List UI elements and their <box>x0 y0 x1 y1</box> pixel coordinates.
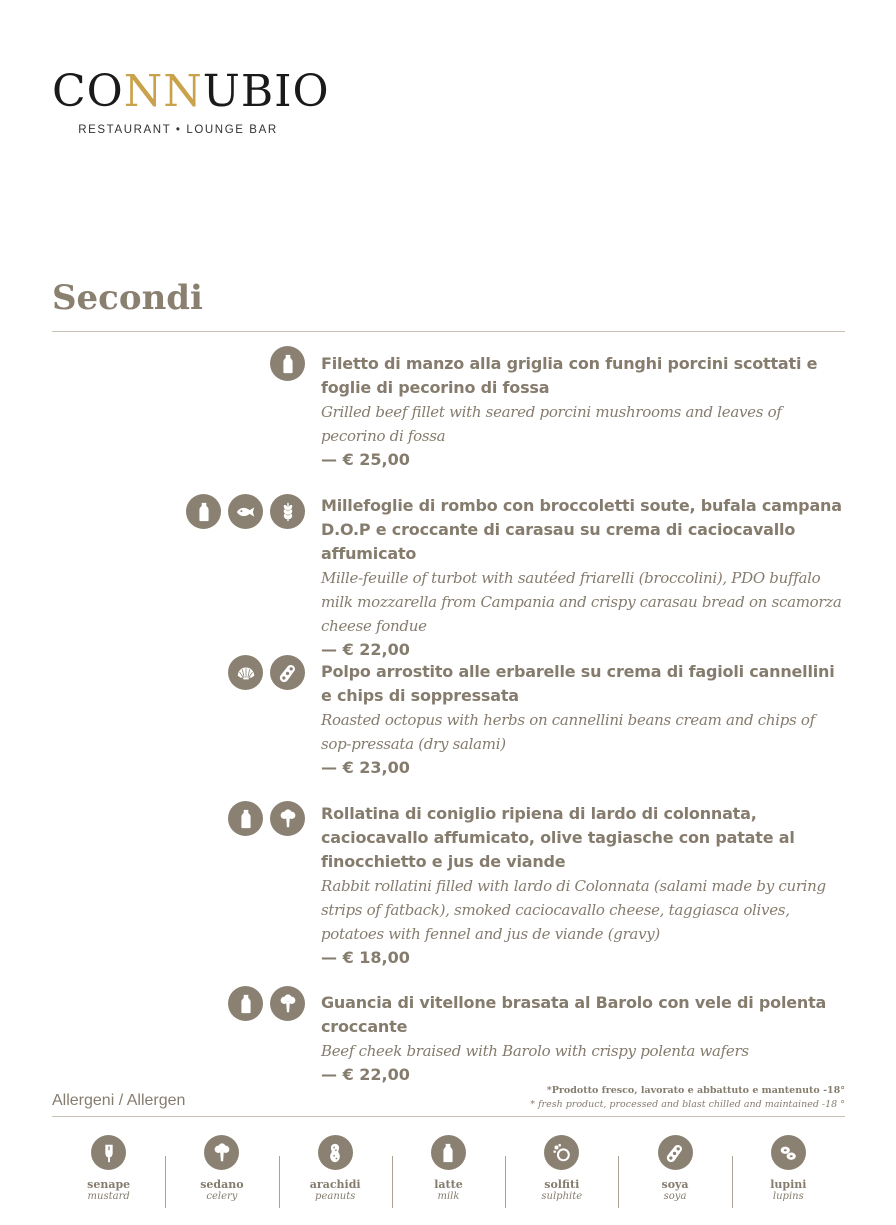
dish-name: Polpo arrostito alle erbarelle su crema di fagioli cannellini e chips di soppressata <box>321 662 835 705</box>
dish-item <box>321 991 846 1087</box>
legend-label-it: soya <box>661 1178 689 1191</box>
fish-icon <box>228 494 263 529</box>
brand-logo <box>52 66 330 136</box>
legend-label-en: mustard <box>87 1191 130 1202</box>
legend-item-sulphite <box>505 1128 618 1213</box>
dish-item <box>321 494 846 662</box>
brand-wordmark <box>52 66 330 117</box>
milk-bottle-icon <box>186 494 221 529</box>
legend-label-en: peanuts <box>315 1191 356 1202</box>
allergen-legend-title: Allergeni / Allergen <box>52 1092 186 1109</box>
dish-description: Grilled beef fillet with seared porcini mushrooms and leaves of pecorino di fossa <box>321 403 782 445</box>
legend-label-it: lupini <box>770 1178 807 1191</box>
celery-icon <box>270 801 305 836</box>
dish-name: Filetto di manzo alla griglia con funghi porcini scottati e foglie di pecorino di fossa <box>321 354 818 397</box>
legend-item-mustard <box>52 1128 165 1213</box>
dish-price: — € 25,00 <box>321 450 410 469</box>
brand-name-mark: NN <box>123 66 203 117</box>
celery-icon <box>204 1135 239 1170</box>
milk-bottle-icon <box>270 346 305 381</box>
legend-label-it: arachidi <box>309 1178 361 1191</box>
allergen-note <box>530 1084 845 1112</box>
peanut-icon <box>318 1135 353 1170</box>
dish-name: Guancia di vitellone brasata al Barolo con vele di polenta croccante <box>321 993 827 1036</box>
legend-item-celery <box>165 1128 278 1213</box>
legend-label-it: solfiti <box>544 1178 580 1191</box>
legend-label-it: sedano <box>200 1178 244 1191</box>
legend-label-en: soya <box>663 1191 687 1202</box>
soy-bean-icon <box>658 1135 693 1170</box>
legend-item-soya <box>618 1128 731 1213</box>
legend-label-en: lupins <box>772 1191 804 1202</box>
dish-price: — € 22,00 <box>321 1065 410 1084</box>
dish-description: Beef cheek braised with Barolo with crispy polenta wafers <box>321 1042 749 1060</box>
brand-name-part2: UBIO <box>202 66 330 117</box>
dish-price: — € 18,00 <box>321 948 410 967</box>
soy-bean-icon <box>270 655 305 690</box>
sulphite-icon <box>544 1135 579 1170</box>
brand-name-part1: CO <box>52 66 124 117</box>
legend-label-en: celery <box>206 1191 238 1202</box>
dish-allergen-icons <box>228 801 305 836</box>
legend-divider <box>52 1116 845 1117</box>
dish-description: Roasted octopus with herbs on cannellini beans cream and chips of sop-pressata (dry salami) <box>321 711 815 753</box>
milk-bottle-icon <box>228 986 263 1021</box>
wheat-icon <box>270 494 305 529</box>
dish-allergen-icons <box>228 986 305 1021</box>
legend-label-it: latte <box>434 1178 463 1191</box>
celery-icon <box>270 986 305 1021</box>
dish-item <box>321 352 846 472</box>
shell-icon <box>228 655 263 690</box>
dish-description: Rabbit rollatini filled with lardo di Colonnata (salami made by curing strips of fatback), smoked caciocavallo cheese, taggiasca olives, potatoes with fennel and jus de viande (gravy) <box>321 877 826 943</box>
legend-label-en: milk <box>437 1191 460 1202</box>
section-divider <box>52 331 845 332</box>
dish-price: — € 23,00 <box>321 758 410 777</box>
lupin-icon <box>771 1135 806 1170</box>
dish-allergen-icons <box>228 655 305 690</box>
legend-label-it: senape <box>87 1178 131 1191</box>
dish-name: Millefoglie di rombo con broccoletti soute, bufala campana D.O.P e croccante di carasau su crema di caciocavallo affumicato <box>321 496 842 563</box>
dish-price: — € 22,00 <box>321 640 410 659</box>
allergen-note-it: *Prodotto fresco, lavorato e abbattuto e mantenuto -18° <box>546 1085 845 1096</box>
brand-tagline: RESTAURANT • LOUNGE BAR <box>78 124 278 136</box>
dish-allergen-icons <box>186 494 305 529</box>
legend-label-en: sulphite <box>541 1191 583 1202</box>
dish-item <box>321 802 846 970</box>
dish-item <box>321 660 846 780</box>
section-title: Secondi <box>52 278 203 318</box>
allergen-legend <box>52 1128 845 1213</box>
milk-bottle-icon <box>431 1135 466 1170</box>
dish-name: Rollatina di coniglio ripiena di lardo di colonnata, caciocavallo affumicato, olive tagiasche con patate al finocchietto e jus de viande <box>321 804 795 871</box>
legend-item-peanuts <box>279 1128 392 1213</box>
legend-item-milk <box>392 1128 505 1213</box>
dish-description: Mille-feuille of turbot with sautéed friarelli (broccolini), PDO buffalo milk mozzarella from Campania and crispy carasau bread on scamorza cheese fondue <box>321 569 842 635</box>
mustard-icon <box>91 1135 126 1170</box>
allergen-note-en: * fresh product, processed and blast chilled and maintained -18 ° <box>530 1099 845 1110</box>
dish-allergen-icons <box>270 346 305 381</box>
legend-item-lupins <box>732 1128 845 1213</box>
milk-bottle-icon <box>228 801 263 836</box>
